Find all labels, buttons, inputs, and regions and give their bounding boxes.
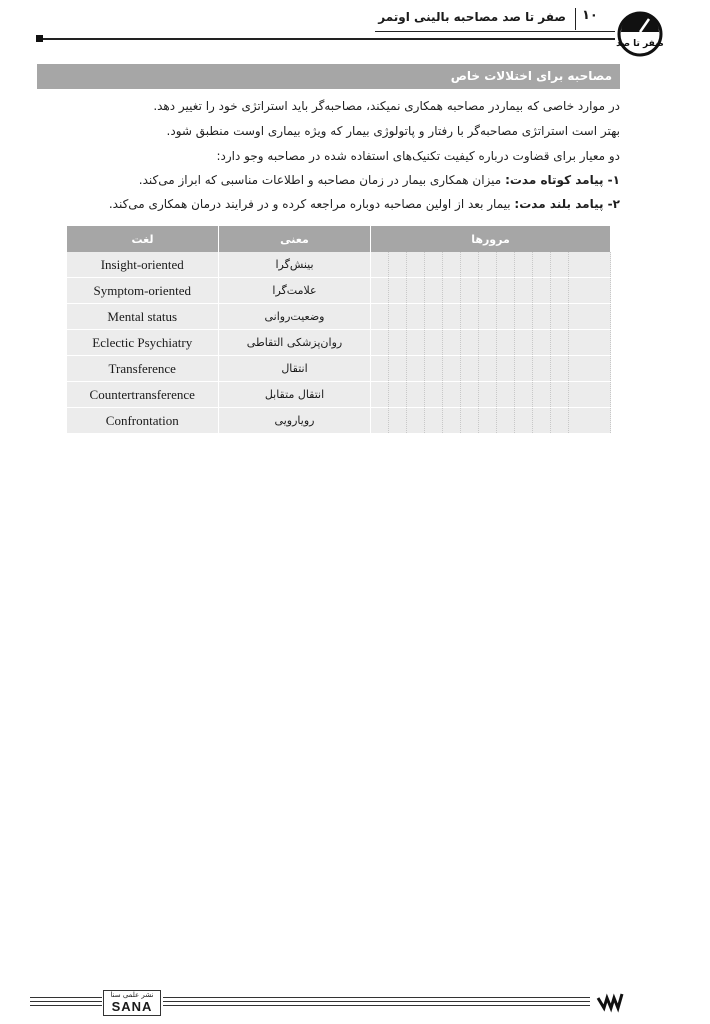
review-cell[interactable] xyxy=(461,382,479,408)
meaning-cell: وضعیت‌روانی xyxy=(219,304,371,330)
publisher-brand: SANA xyxy=(111,999,153,1014)
review-cell[interactable] xyxy=(425,408,443,434)
review-cell[interactable] xyxy=(443,278,461,304)
review-cell[interactable] xyxy=(569,330,611,356)
review-cell[interactable] xyxy=(515,278,533,304)
review-cell[interactable] xyxy=(497,252,515,278)
footer-rule-left xyxy=(30,997,102,1009)
paragraph-2: بهتر است استراتژی مصاحبه‌گر با رفتار و پاتولوژی بیمار که ویژه بیماری اوست منطبق شود. xyxy=(166,124,620,138)
table-row xyxy=(67,408,611,434)
header-rule xyxy=(40,38,615,40)
review-cell[interactable] xyxy=(551,252,569,278)
review-cell[interactable] xyxy=(425,330,443,356)
publisher-logo xyxy=(103,990,161,1016)
review-cell[interactable] xyxy=(533,408,551,434)
review-cell[interactable] xyxy=(515,304,533,330)
word-cell: Symptom-oriented xyxy=(67,278,219,304)
review-cell[interactable] xyxy=(371,356,389,382)
footer-rule-right xyxy=(163,997,590,1009)
header-word: لغت xyxy=(67,226,219,252)
logo-text: صفر تا صد xyxy=(616,39,664,49)
review-cell[interactable] xyxy=(479,304,497,330)
review-cell[interactable] xyxy=(371,330,389,356)
review-cell[interactable] xyxy=(515,382,533,408)
review-cell[interactable] xyxy=(515,408,533,434)
review-cell[interactable] xyxy=(479,356,497,382)
publisher-name: نشر علمی سنا xyxy=(110,991,154,999)
section-heading-bar xyxy=(37,64,620,89)
review-cell[interactable] xyxy=(371,304,389,330)
review-cell[interactable] xyxy=(443,356,461,382)
book-title: صفر تا صد مصاحبه بالینی اوتمر xyxy=(378,10,566,24)
review-cell[interactable] xyxy=(461,278,479,304)
header-rule-end-marker xyxy=(36,35,43,42)
review-cell[interactable] xyxy=(371,408,389,434)
review-cell[interactable] xyxy=(407,278,425,304)
review-cell[interactable] xyxy=(497,278,515,304)
review-cell[interactable] xyxy=(443,252,461,278)
review-cell[interactable] xyxy=(479,382,497,408)
review-cell[interactable] xyxy=(407,408,425,434)
review-cell[interactable] xyxy=(407,356,425,382)
review-cell[interactable] xyxy=(533,330,551,356)
review-cell[interactable] xyxy=(569,356,611,382)
paragraph-1: در موارد خاصی که بیماردر مصاحبه همکاری نمیکند، مصاحبه‌گر باید استراتژی خود را تغییر دهد. xyxy=(153,99,620,113)
review-cell[interactable] xyxy=(533,304,551,330)
table-body xyxy=(67,252,611,434)
review-cell[interactable] xyxy=(389,252,407,278)
review-cell[interactable] xyxy=(443,408,461,434)
list-item-label: ۲- پیامد بلند مدت: xyxy=(514,197,620,211)
review-cell[interactable] xyxy=(389,408,407,434)
list-item-text: بیمار بعد از اولین مصاحبه دوباره مراجعه کرده و در فرایند درمان همکاری می‌کند. xyxy=(108,197,515,211)
book-logo-icon xyxy=(616,10,664,58)
review-cell[interactable] xyxy=(515,330,533,356)
review-cell[interactable] xyxy=(371,278,389,304)
review-cell[interactable] xyxy=(497,304,515,330)
review-cell[interactable] xyxy=(479,330,497,356)
section-title: مصاحبه برای اختلالات خاص xyxy=(450,69,612,83)
review-cell[interactable] xyxy=(569,382,611,408)
list-item-label: ۱- پیامد کوتاه مدت: xyxy=(505,173,620,187)
review-cell[interactable] xyxy=(389,304,407,330)
paragraph-3: دو معیار برای قضاوت درباره کیفیت تکنیک‌های استفاده شده در مصاحبه وجو دارد: xyxy=(216,149,620,163)
page-number: ۱۰ xyxy=(582,8,598,23)
word-cell: Eclectic Psychiatry xyxy=(67,330,219,356)
meaning-cell: انتقال xyxy=(219,356,371,382)
page-ornament-icon xyxy=(596,990,626,1014)
review-cell[interactable] xyxy=(569,304,611,330)
review-cell[interactable] xyxy=(389,356,407,382)
review-cell[interactable] xyxy=(371,252,389,278)
review-cell[interactable] xyxy=(425,278,443,304)
review-cell[interactable] xyxy=(515,356,533,382)
review-cell[interactable] xyxy=(407,304,425,330)
review-cell[interactable] xyxy=(479,278,497,304)
review-cell[interactable] xyxy=(569,278,611,304)
review-cell[interactable] xyxy=(533,382,551,408)
word-cell: Mental status xyxy=(67,304,219,330)
word-cell: Insight-oriented xyxy=(67,252,219,278)
review-cell[interactable] xyxy=(407,382,425,408)
table-row xyxy=(67,356,611,382)
table-row xyxy=(67,330,611,356)
review-cell[interactable] xyxy=(497,356,515,382)
review-cell[interactable] xyxy=(569,252,611,278)
review-cell[interactable] xyxy=(461,356,479,382)
header-review: مرورها xyxy=(371,226,611,252)
review-cell[interactable] xyxy=(407,330,425,356)
table-row xyxy=(67,252,611,278)
review-cell[interactable] xyxy=(425,382,443,408)
meaning-cell: بینش‌گرا xyxy=(219,252,371,278)
review-cell[interactable] xyxy=(497,330,515,356)
review-cell[interactable] xyxy=(479,408,497,434)
word-cell: Confrontation xyxy=(67,408,219,434)
table-header-row xyxy=(67,226,611,252)
review-cell[interactable] xyxy=(443,382,461,408)
list-item-long-term xyxy=(109,197,620,211)
table-row xyxy=(67,278,611,304)
review-cell[interactable] xyxy=(461,330,479,356)
review-cell[interactable] xyxy=(551,330,569,356)
review-cell[interactable] xyxy=(551,278,569,304)
table-row xyxy=(67,304,611,330)
review-cell[interactable] xyxy=(461,408,479,434)
word-cell: Transference xyxy=(67,356,219,382)
meaning-cell: علامت‌گرا xyxy=(219,278,371,304)
meaning-cell: انتقال متقابل xyxy=(219,382,371,408)
review-cell[interactable] xyxy=(407,252,425,278)
review-cell[interactable] xyxy=(425,304,443,330)
table-row xyxy=(67,382,611,408)
meaning-cell: رویارویی xyxy=(219,408,371,434)
review-cell[interactable] xyxy=(389,330,407,356)
review-cell[interactable] xyxy=(551,356,569,382)
list-item-text: میزان همکاری بیمار در زمان مصاحبه و اطلاعات مناسبی که ابراز می‌کند. xyxy=(138,173,506,187)
review-cell[interactable] xyxy=(389,278,407,304)
review-cell[interactable] xyxy=(551,304,569,330)
review-cell[interactable] xyxy=(443,304,461,330)
review-cell[interactable] xyxy=(515,252,533,278)
meaning-cell: روان‌پزشکی التقاطی xyxy=(219,330,371,356)
review-cell[interactable] xyxy=(533,278,551,304)
header-meaning: معنی xyxy=(219,226,371,252)
review-cell[interactable] xyxy=(425,252,443,278)
word-cell: Countertransference xyxy=(67,382,219,408)
header-rule-top xyxy=(375,31,615,32)
review-cell[interactable] xyxy=(569,408,611,434)
review-cell[interactable] xyxy=(461,252,479,278)
review-cell[interactable] xyxy=(461,304,479,330)
header-separator xyxy=(575,8,576,30)
vocabulary-table xyxy=(66,226,611,434)
review-cell[interactable] xyxy=(389,382,407,408)
review-cell[interactable] xyxy=(497,382,515,408)
review-cell[interactable] xyxy=(497,408,515,434)
review-cell[interactable] xyxy=(551,408,569,434)
review-cell[interactable] xyxy=(479,252,497,278)
review-cell[interactable] xyxy=(425,356,443,382)
review-cell[interactable] xyxy=(443,330,461,356)
review-cell[interactable] xyxy=(371,382,389,408)
review-cell[interactable] xyxy=(533,252,551,278)
review-cell[interactable] xyxy=(533,356,551,382)
list-item-short-term xyxy=(139,173,620,187)
review-cell[interactable] xyxy=(551,382,569,408)
